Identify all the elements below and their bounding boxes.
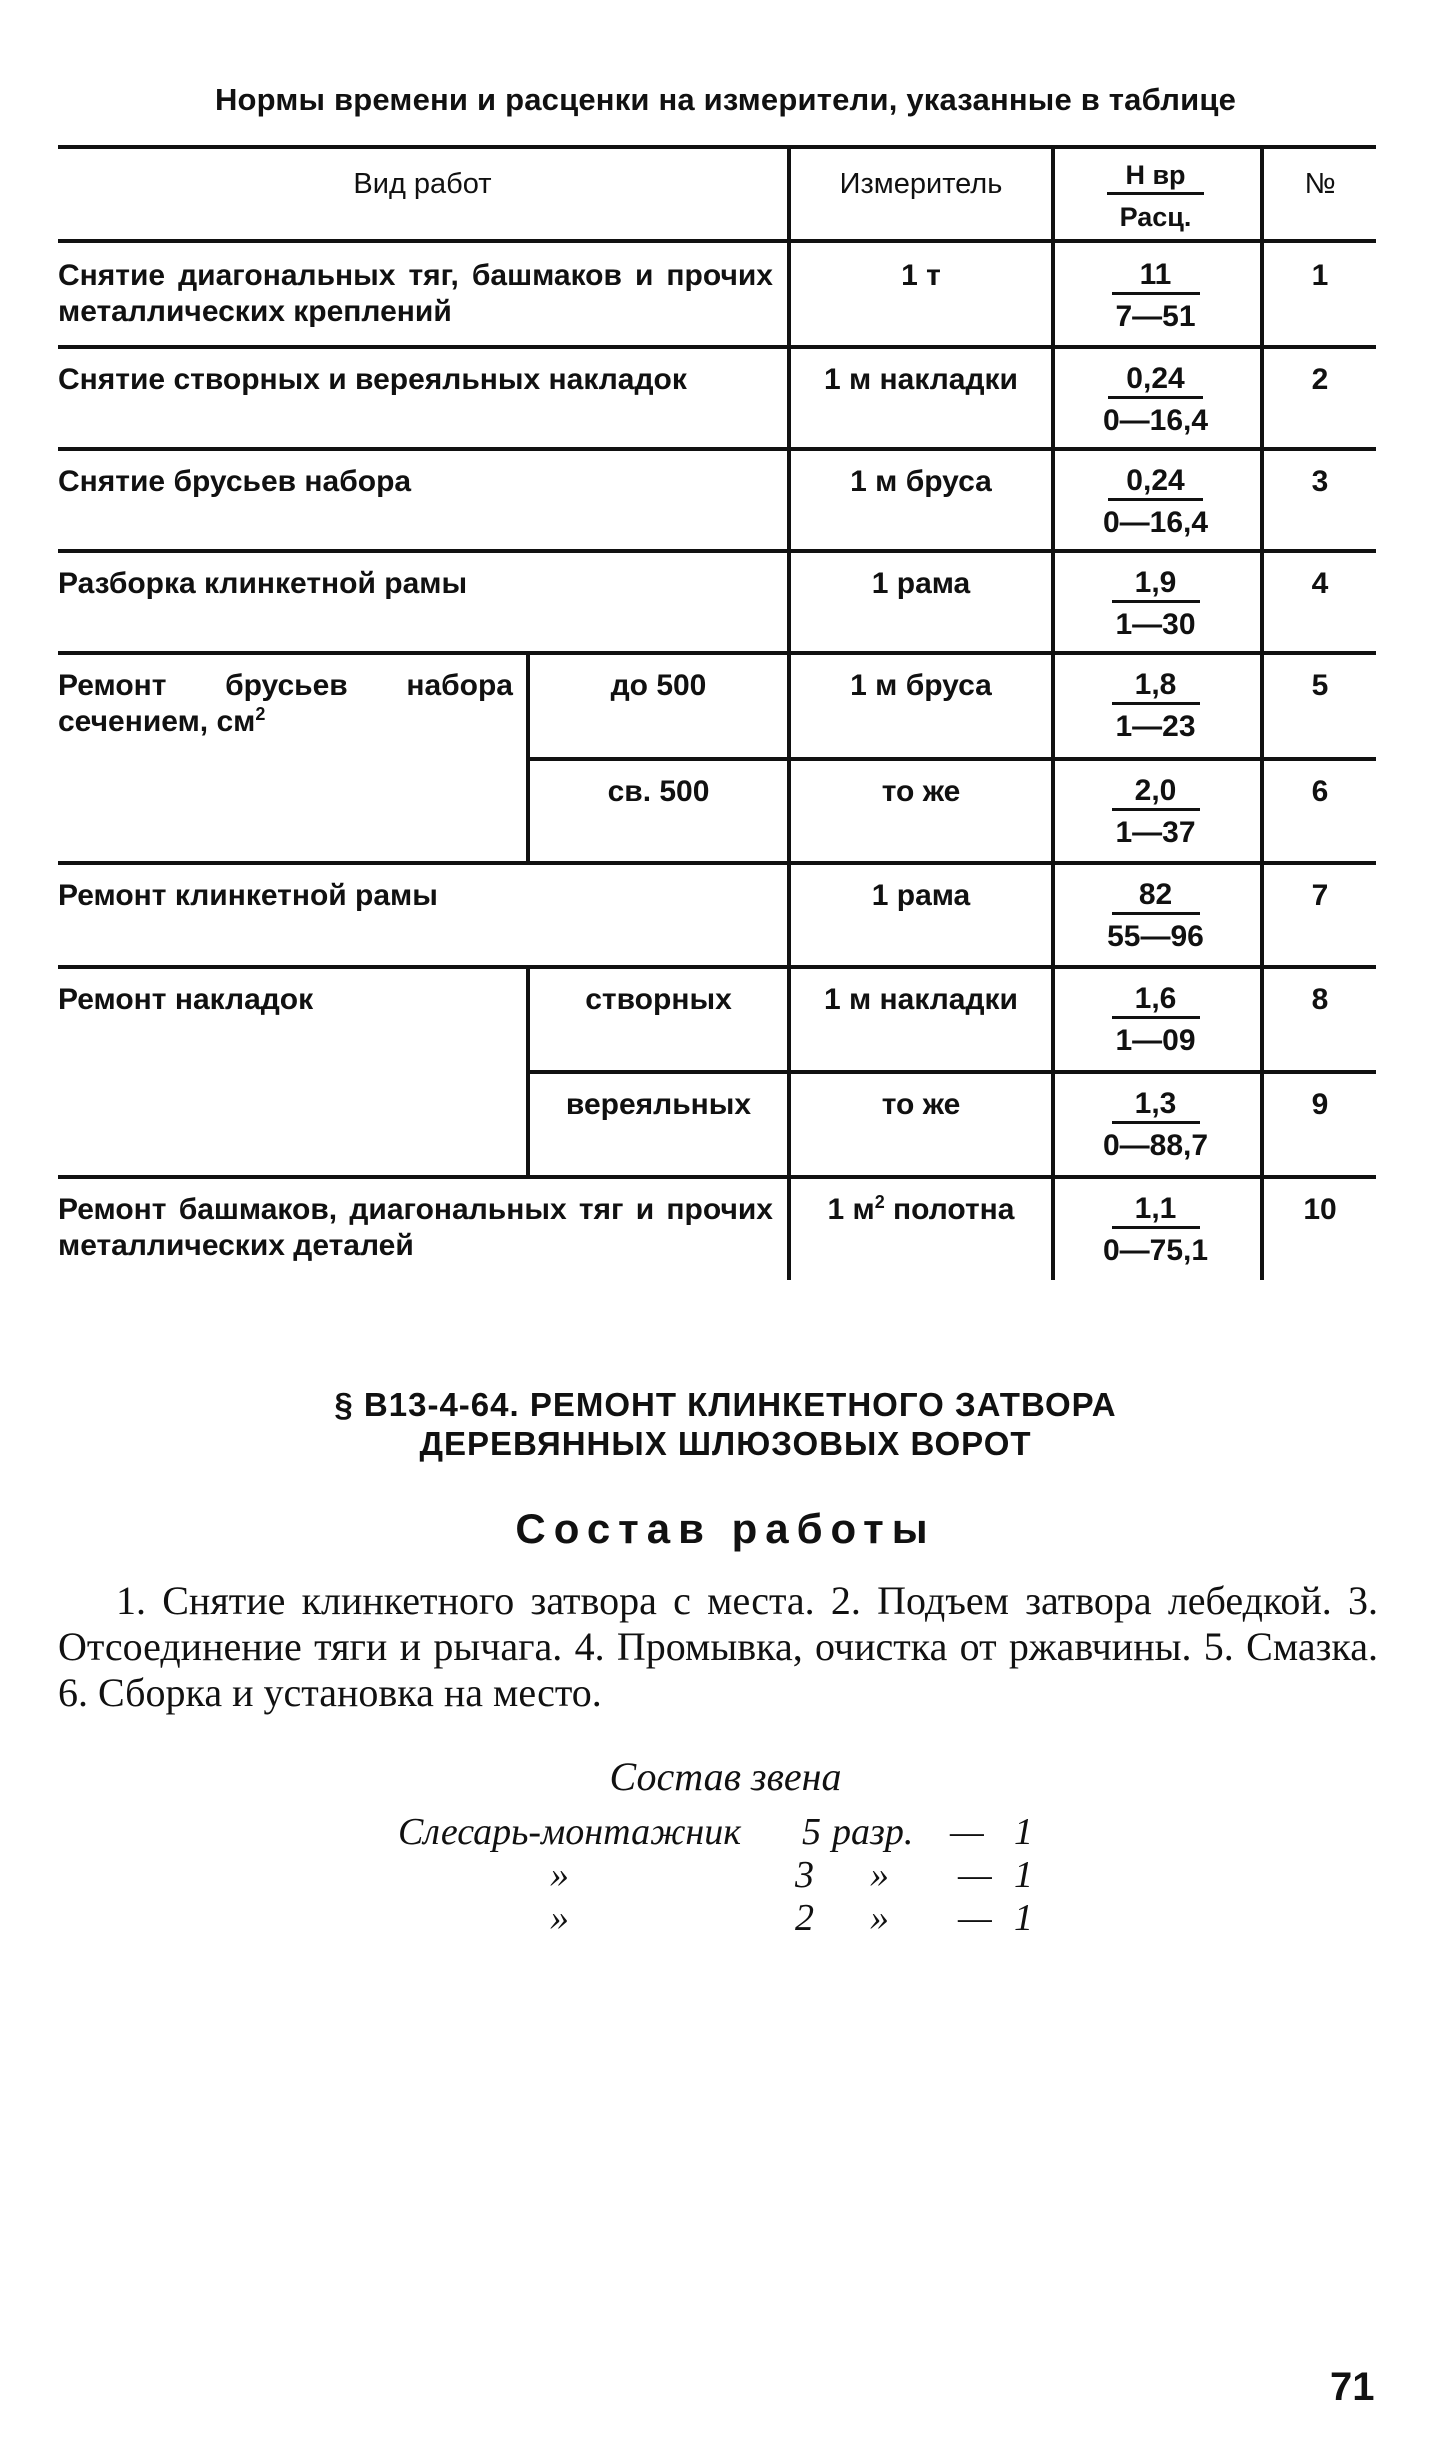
section-title-line-2: ДЕРЕВЯННЫХ ШЛЮЗОВЫХ ВОРОТ [419, 1425, 1032, 1462]
row-10-norm [1068, 1192, 1243, 1269]
row-2-rate: 0—16,4 [1102, 404, 1209, 437]
row-7-work: Ремонт клинкетной рамы [58, 879, 438, 912]
rule [58, 651, 1376, 655]
rule [58, 239, 1376, 243]
crew-1-count: 1 [1014, 1811, 1033, 1853]
crew-3-count: 1 [1014, 1897, 1033, 1939]
row-4-number: 4 [1311, 567, 1329, 600]
row-7-norm [1068, 878, 1243, 955]
row-5-section: до 500 [610, 669, 707, 702]
row-2-norm-time: 0,24 [1108, 362, 1202, 399]
row-7-number: 7 [1311, 879, 1329, 912]
rule [58, 447, 1376, 451]
header-norm-time: Н вр [1107, 158, 1203, 195]
row-7-rate: 55—96 [1107, 920, 1204, 953]
rule [1051, 145, 1055, 1280]
crew-3-grade: 2 [795, 1897, 814, 1939]
row-6-number: 6 [1311, 775, 1329, 808]
row-8-norm [1068, 982, 1243, 1059]
crew-2-dash: — [958, 1854, 992, 1896]
header-unit: Измеритель [839, 168, 1003, 200]
row-1-rate: 7—51 [1115, 300, 1196, 333]
rule [528, 757, 1376, 761]
row-10-work: Ремонт башмаков, диагональных тяг и прочих металлических деталей [58, 1193, 773, 1262]
row-8-work: Ремонт накладок [58, 983, 314, 1016]
row-9-number: 9 [1311, 1088, 1329, 1121]
crew-2-profession: » [550, 1854, 569, 1896]
crew-1-profession: Слесарь-монтажник [398, 1811, 742, 1853]
row-5-unit: 1 м бруса [850, 669, 992, 702]
row-5-norm [1068, 668, 1243, 745]
table-caption: Нормы времени и расценки на измерители, указанные в таблице [214, 82, 1237, 117]
rule [58, 549, 1376, 553]
page-number: 71 [1330, 2365, 1375, 2409]
rule [58, 861, 1376, 865]
row-8-unit: 1 м накладки [824, 983, 1018, 1016]
row-1-work: Снятие диагональных тяг, башмаков и прочих металлических креплений [58, 259, 773, 328]
row-10-number: 10 [1303, 1193, 1337, 1226]
row-4-work: Разборка клинкетной рамы [58, 567, 468, 600]
header-number: № [1304, 168, 1336, 200]
row-1-norm-time: 11 [1112, 258, 1200, 295]
work-composition-heading: Состав работы [515, 1505, 936, 1552]
crew-heading: Состав звена [609, 1754, 842, 1799]
row-5-work-text: Ремонт брусьев набора сечением, см [58, 669, 513, 738]
header-rate: Расц. [1119, 202, 1192, 232]
crew-1-abbr: разр. [832, 1811, 914, 1853]
crew-3-profession: » [550, 1897, 569, 1939]
row-9-section: вереяльных [565, 1088, 752, 1121]
row-10-norm-time: 1,1 [1112, 1192, 1200, 1229]
row-9-rate: 0—88,7 [1102, 1129, 1209, 1162]
row-5-norm-time: 1,8 [1112, 668, 1200, 705]
work-composition-text: 1. Снятие клинкетного затвора с места. 2. Подъем затвора лебедкой. 3. Отсоединение тяги и рычага. 4. Промывка, очистка от ржавчины. 5. Смазка. 6. Сборка и установка на место. [58, 1578, 1378, 1715]
row-5-rate: 1—23 [1115, 710, 1196, 743]
row-3-norm-time: 0,24 [1108, 464, 1202, 501]
row-1-number: 1 [1311, 259, 1329, 292]
row-6-rate: 1—37 [1115, 816, 1196, 849]
row-10-unit [791, 1192, 1051, 1228]
row-8-section: створных [585, 983, 732, 1016]
row-3-number: 3 [1311, 465, 1329, 498]
row-2-work: Снятие створных и вереяльных накладок [58, 363, 687, 396]
row-4-rate: 1—30 [1115, 608, 1196, 641]
row-1-unit: 1 т [901, 259, 941, 292]
row-2-unit: 1 м накладки [824, 363, 1018, 396]
section-title [0, 1385, 1451, 1463]
row-6-section: св. 500 [607, 775, 710, 808]
row-5-work [58, 668, 513, 740]
row-6-norm [1068, 774, 1243, 851]
row-9-norm [1068, 1087, 1243, 1164]
header-work-type: Вид работ [353, 168, 492, 200]
crew-3-dash: — [958, 1897, 992, 1939]
row-7-unit: 1 рама [871, 879, 971, 912]
row-2-number: 2 [1311, 363, 1329, 396]
row-8-number: 8 [1311, 983, 1329, 1016]
row-4-norm [1068, 566, 1243, 643]
row-3-unit: 1 м бруса [850, 465, 992, 498]
row-9-unit: то же [881, 1088, 961, 1121]
row-3-work: Снятие брусьев набора [58, 465, 412, 498]
row-3-norm [1068, 464, 1243, 541]
rule [528, 1070, 1376, 1074]
row-8-norm-time: 1,6 [1112, 982, 1200, 1019]
crew-2-abbr: » [870, 1854, 889, 1896]
crew-3-abbr: » [870, 1897, 889, 1939]
crew-1-dash: — [950, 1811, 984, 1853]
row-8-rate: 1—09 [1115, 1024, 1196, 1057]
row-10-superscript: 2 [874, 1192, 885, 1212]
rule [58, 145, 1376, 149]
row-10-unit-text: 1 м [827, 1193, 875, 1226]
section-title-line-1: § В13-4-64. РЕМОНТ КЛИНКЕТНОГО ЗАТВОРА [334, 1386, 1117, 1423]
crew-1-grade: 5 [802, 1811, 821, 1853]
row-5-number: 5 [1311, 669, 1329, 702]
crew-2-grade: 3 [795, 1854, 814, 1896]
row-1-norm [1068, 258, 1243, 335]
rule [58, 965, 1376, 969]
row-3-rate: 0—16,4 [1102, 506, 1209, 539]
row-9-norm-time: 1,3 [1112, 1087, 1200, 1124]
header-norm [1068, 158, 1243, 235]
row-2-norm [1068, 362, 1243, 439]
row-4-unit: 1 рама [871, 567, 971, 600]
rule [58, 1175, 1376, 1179]
rule [58, 345, 1376, 349]
row-6-norm-time: 2,0 [1112, 774, 1200, 811]
row-5-superscript: 2 [255, 704, 266, 724]
row-6-unit: то же [881, 775, 961, 808]
row-10-rate: 0—75,1 [1102, 1234, 1209, 1267]
crew-2-count: 1 [1014, 1854, 1033, 1896]
row-7-norm-time: 82 [1112, 878, 1200, 915]
row-4-norm-time: 1,9 [1112, 566, 1200, 603]
row-10-unit-suffix: полотна [884, 1193, 1015, 1226]
